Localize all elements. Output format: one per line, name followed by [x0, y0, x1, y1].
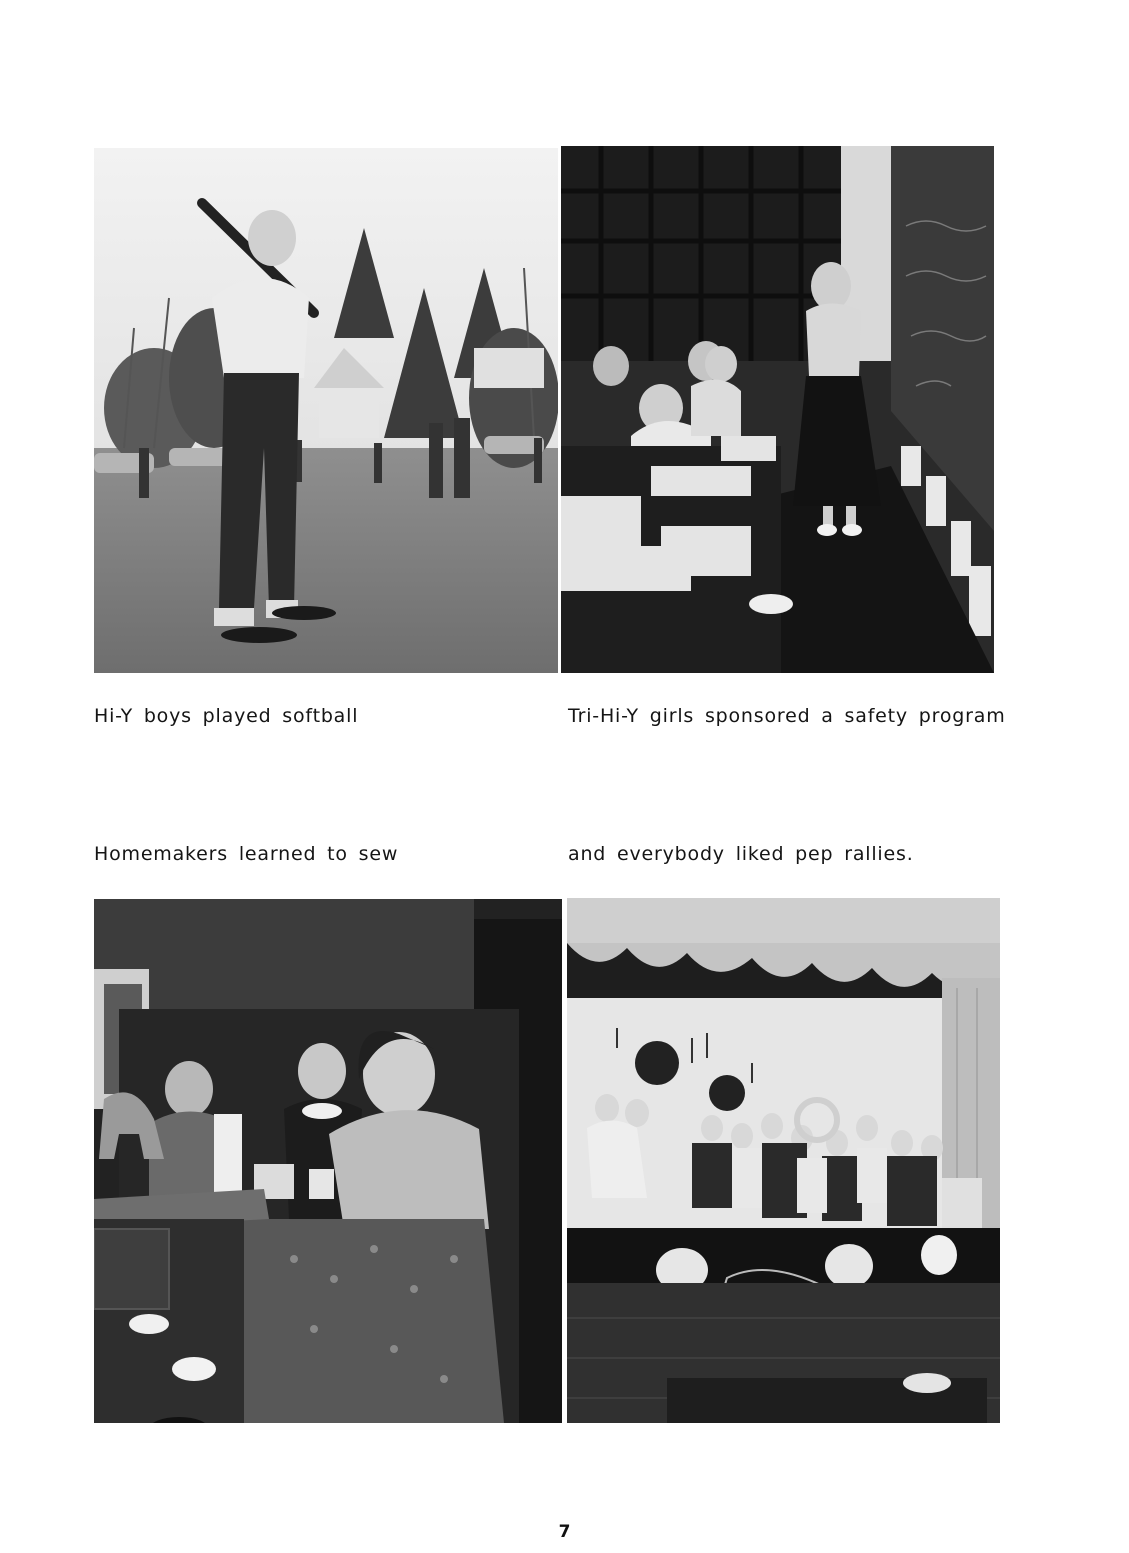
photo-sewing: [94, 899, 562, 1423]
photo-pep-rally: [567, 898, 1000, 1423]
caption-safety-program: Tri-Hi-Y girls sponsored a safety program: [568, 705, 1006, 727]
caption-softball: Hi-Y boys played softball: [94, 705, 359, 727]
caption-sewing: Homemakers learned to sew: [94, 843, 399, 865]
photo-softball: [94, 148, 558, 673]
page-number: 7: [558, 1522, 571, 1542]
photo-safety-program: [561, 146, 994, 673]
caption-pep-rally: and everybody liked pep rallies.: [568, 843, 914, 865]
